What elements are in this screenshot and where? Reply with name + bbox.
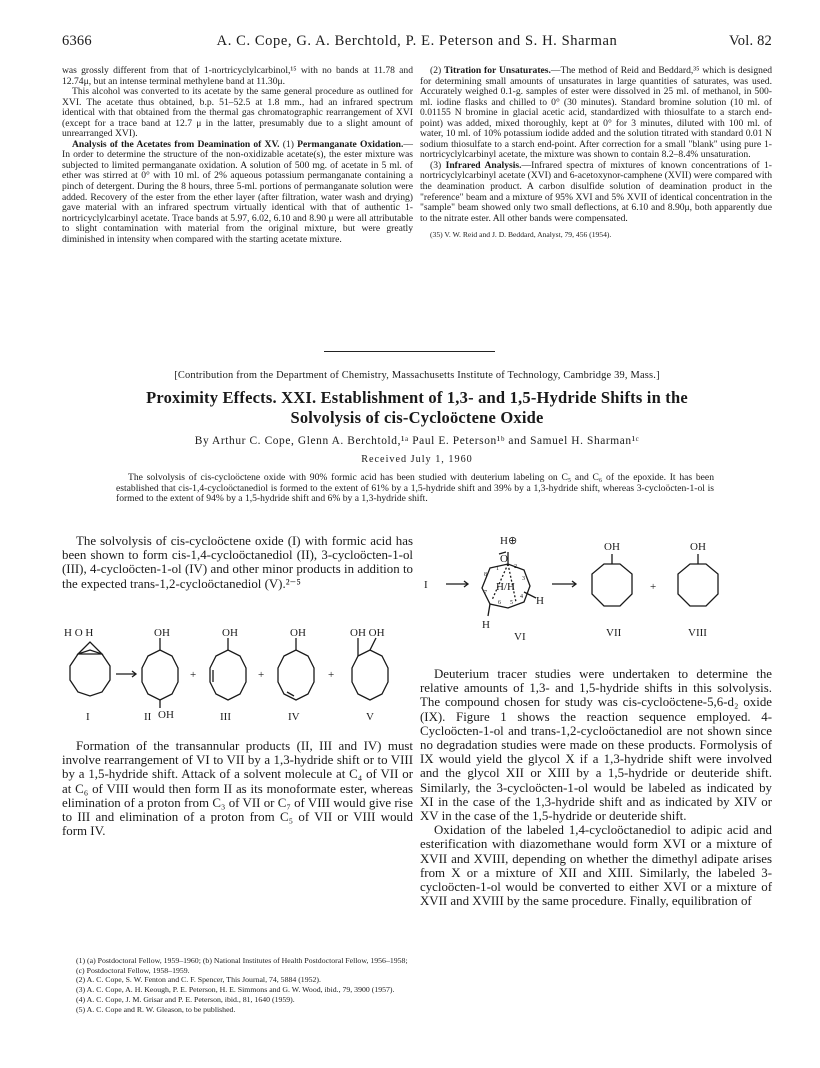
footnote-35: (35) V. W. Reid and J. D. Beddard, Analyst, 79, 456 (1954).: [430, 230, 612, 240]
title-line-2: Solvolysis of cis-Cycloöctene Oxide: [290, 408, 544, 427]
VI-h-bottom: H: [482, 619, 490, 631]
label-VII: VII: [606, 627, 622, 639]
body-left-intro: [62, 534, 413, 591]
top-right-column: [420, 66, 772, 239]
label-I: I: [86, 711, 90, 723]
received-date: Received July 1, 1960: [361, 454, 473, 465]
paragraph-text: —In order to determine the structure of the non-oxidizable acetate(s), the ester mixture was subjected to limited permanganate oxidation. A solution of 500 mg. of acetate in 5 ml. of ether was stirred at 0° with 10 ml. of 2% aqueous potassium permanganate containing a pinch of detergent. During the 8 hours, three 5-ml. portions of permanganate solution were added. Recovery of the ester from the ether layer (after filtration, water wash and drying) gave material with an infrared spectrum virtually identical with that of authentic 1-nortricyclylcarbinyl acetate. Trace bands at 5.97, 6.02, 6.10 and 8.90 μ were all attributable to slight contamination with material from the original mixture, but were greatly diminished in intensity when compared with the starting acetate mixture.: [62, 138, 413, 245]
paragraph: [62, 140, 413, 245]
running-head: [62, 33, 772, 53]
II-top-oh: OH: [154, 627, 170, 639]
paragraph-text: —The method of Reid and Beddard,³⁵ which is designed for determining small amounts of unsaturates in large quantities of saturates, was used. Accurately weighed 0.1-g. samples of ester were dissolved in 25 ml. of methanol, in 500-ml. iodine flasks and chilled to 0° (30 minutes). Standard bromine solution (10 ml. of 0.01155 N bromine in glacial acetic acid, standardized with thiosulfate to a starch end-point) was added, mixed thoroughly, kept at 0° for 3 minutes, diluted with 100 ml. of water, 10 ml. of 10% potassium iodide added and the solution titrated with standard 0.01 N sodium thiosulfate to a starch end-point. After correction for a small "blank" using pure 1-nortricyclylcarbinyl acetate, the mixture was shown to contain 8.2–8.4% unsaturation.: [420, 65, 772, 161]
ring-II: [142, 650, 178, 700]
footnote-1: (1) (a) Postdoctoral Fellow, 1959–1960; (b) National Institutes of Health Postdoctoral Fellow, 1956–1958; (c) Postdoctoral Fellow, 1958–1959.: [76, 956, 408, 975]
item-number: (2): [430, 65, 442, 76]
abstract: The solvolysis of cis-cycloöctene oxide with 90% formic acid has been studied with deuterium labeling on C₅ and C₆ of the epoxide. It has been established that cis-1,4-cycloöctanediol is formed to the extent of 61% by a 1,5-hydride shift and 39% by a 1,3-hydride shift, whereas 3-cycloöcten-1-ol is formed to the extent of 94% by a 1,5-hydride shift and 6% by a 1,3-hydride shift.: [116, 472, 714, 505]
ring-number: 3: [522, 576, 525, 582]
title-line-1: Proximity Effects. XXI. Establishment of 1,3- and 1,5-Hydride Shifts in the: [146, 388, 688, 407]
ring-IV: [278, 650, 314, 700]
item-number: (3): [430, 159, 442, 171]
paragraph: Formation of the transannular products (II, III and IV) must involve rearrangement of VI to VII by a 1,3-hydride shift or to VIII by a 1,5-hydride shift. Attack of a solvent molecule at C₄ of VII or at C₆ of VIII would then form II as its monoformate ester, whereas elimination of a proton from C₃ of VII or C₇ of VIII would give rise to III and elimination of a proton from C₅ of VII or VIII would form IV.: [62, 739, 413, 839]
plus-sign: +: [650, 581, 657, 593]
paragraph: The solvolysis of cis-cycloöctene oxide (I) with formic acid has been shown to form cis-1,4-cycloöctanediol (II), 3-cycloöcten-1-ol (III), 4-cycloöcten-1-ol (IV) and other minor products in addition to the expected trans-1,2-cycloöctanediol (V).²⁻⁵: [62, 534, 413, 591]
label-VI: VI: [514, 631, 526, 643]
V-oh: OH OH: [350, 627, 385, 639]
page-number: 6366: [62, 33, 92, 49]
contribution-line: [Contribution from the Department of Chemistry, Massachusetts Institute of Technology, Cambridge 39, Mass.]: [174, 370, 660, 381]
ring-V: [352, 650, 388, 700]
VI-oxygen: O: [500, 553, 508, 565]
structures-vi-to-viii: [420, 532, 772, 656]
VI-hydride: H/H: [496, 581, 515, 593]
paragraph: Oxidation of the labeled 1,4-cycloöctanediol to adipic acid and esterification with diazomethane would form XVI or a mixture of XVII and XVIII, depending on whether the dimethyl adipate arises from X or a mixture of XII and XIII. Similarly, the labeled 3-cycloöcten-1-ol would be converted to either XVI or a mixture of XVII and XVIII by the same procedure. Finally, equilibration of: [420, 823, 772, 909]
label-IV: IV: [288, 711, 300, 723]
ring-number: 6: [498, 600, 501, 606]
footnotes: [62, 956, 413, 1014]
footnote-4: (4) A. C. Cope, J. M. Grisar and P. E. Peterson, ibid., 81, 1640 (1959).: [76, 994, 295, 1004]
subsection-heading: Permanganate Oxidation.: [297, 138, 404, 150]
IV-oh: OH: [290, 627, 306, 639]
paragraph: [420, 66, 772, 161]
section-heading: Analysis of the Acetates from Deamination of XV.: [72, 138, 280, 150]
plus-sign: +: [190, 669, 197, 681]
label-VIII: VIII: [688, 627, 707, 639]
ring-VII: [592, 564, 632, 606]
start-label-I: I: [424, 579, 428, 591]
paragraph: was grossly different from that of 1-nortricyclylcarbinol,¹⁵ with no bands at 11.78 and 12.74μ, but an intense terminal methylene band at 11.30μ.: [62, 65, 413, 87]
ring-VIII: [678, 564, 718, 606]
VI-proton: H⊕: [500, 535, 518, 547]
plus-sign: +: [258, 669, 265, 681]
III-oh: OH: [222, 627, 238, 639]
structures-i-to-v: [62, 616, 413, 724]
section-divider: [324, 351, 495, 352]
paragraph: [420, 161, 772, 224]
label-V: V: [366, 711, 374, 723]
ring-number: 8: [484, 572, 487, 578]
plus-sign: +: [328, 669, 335, 681]
paragraph: Deuterium tracer studies were undertaken to determine the relative amounts of 1,3- and 1,5-hydride shifts in this solvolysis. The compound chosen for study was cis-cycloöctene-5,6-d₂ oxide (IX). Figure 1 shows the reaction sequence employed. 4-Cycloöcten-1-ol and trans-1,2-cycloöctanediol are not shown since no degradation studies were made on these products. Formolysis of IX would yield the glycol X if a 1,3-hydride shift were involved and the glycol XII or XIII by a 1,5-hydride or deuteride shift. Similarly, the 3-cycloöcten-1-ol would be labeled as indicated by XI in the case of the 1,3-hydride shift and as indicated by XIV or XV in the case of the 1,5-hydride or deuteride shift.: [420, 667, 772, 824]
VIII-oh: OH: [690, 541, 706, 553]
footnote-2: (2) A. C. Cope, S. W. Fenton and C. F. Spencer, This Journal, 74, 5884 (1952).: [76, 975, 321, 985]
ring-number: 7: [484, 590, 487, 596]
body-left-transannular: [62, 739, 413, 838]
article-title: [62, 388, 772, 428]
footnote-5: (5) A. C. Cope and R. W. Gleason, to be published.: [76, 1004, 236, 1014]
II-bottom-oh: OH: [158, 709, 174, 721]
ring-number: 2: [514, 564, 517, 570]
item-number: (1): [282, 138, 294, 150]
ring-number: 5: [510, 600, 513, 606]
ring-III: [210, 650, 246, 700]
VII-oh: OH: [604, 541, 620, 553]
running-head-authors: A. C. Cope, G. A. Berchtold, P. E. Peterson and S. H. Sharman: [216, 33, 618, 49]
I-atoms: H O H: [64, 627, 94, 639]
volume-number: Vol. 82: [728, 33, 772, 49]
label-II: II: [144, 711, 152, 723]
subsection-heading: Titration for Unsaturates.: [444, 65, 551, 76]
paragraph: This alcohol was converted to its acetate by the same general procedure as outlined for XVI. The acetate thus obtained, b.p. 51–52.5 at 1.8 mm., had an infrared spectrum identical with that obtained from the thermal gas chromatographic rearrangement of XVI (except for a trace band at 12.7 μ in the latter, presumably due to a slight amount of unrearranged XVI).: [62, 86, 413, 140]
footnote-3: (3) A. C. Cope, A. H. Keough, P. E. Peterson, H. E. Simmons and G. W. Wood, ibid., 79, 3900 (1957).: [76, 985, 395, 995]
body-right-column: [420, 667, 772, 908]
top-left-column: [62, 66, 413, 245]
ring-number: 1: [496, 566, 499, 572]
ring-number: 4: [520, 594, 523, 600]
ring-I: [70, 650, 110, 696]
label-III: III: [220, 711, 231, 723]
VI-h-right: H: [536, 595, 544, 607]
byline: By Arthur C. Cope, Glenn A. Berchtold,¹ᵃ Paul E. Peterson¹ᵇ and Samuel H. Sharman¹ᶜ: [194, 435, 640, 447]
subsection-heading: Infrared Analysis.: [445, 159, 522, 171]
paragraph-text: —Infrared spectra of mixtures of known concentrations of 1-nortricyclylcarbinyl acetate (XVI) and 6-acetoxynor-camphene (XVII) were compared with the deamination product. A carbon disulfide solution of deamination product in the "reference" beam and a mixture of 95% XVI and 5% XVII of identical concentration in the "sample" beam showed only two small deflections, at 6.10 and 8.90μ, both apparently due to the nitrate ester. All other bands were compensated.: [420, 159, 773, 224]
